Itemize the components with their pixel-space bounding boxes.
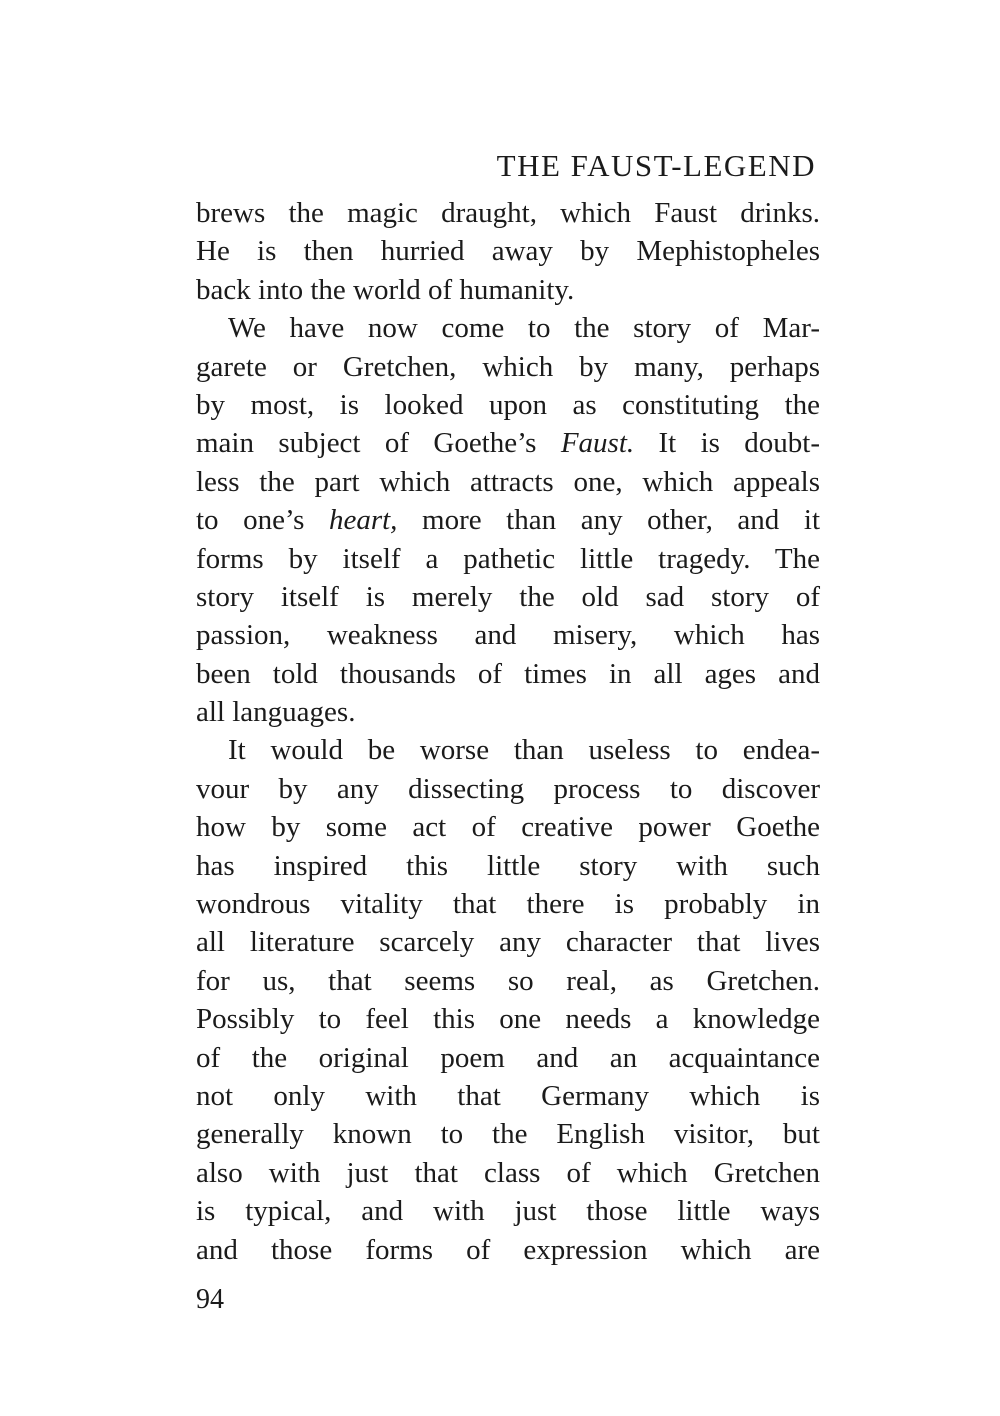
text-line: back into the world of humanity. xyxy=(196,273,575,306)
text-line: all languages. xyxy=(196,696,356,729)
text-line: and those forms of expression which are xyxy=(196,1233,820,1266)
text-line: wondrous vitality that there is probably in xyxy=(196,888,820,921)
text-line: garete or Gretchen, which by many, perhaps xyxy=(196,350,820,383)
text-line: all literature scarcely any character that lives xyxy=(196,926,820,959)
text-line: by most, is looked upon as constituting the xyxy=(196,388,820,421)
text-line: also with just that class of which Gretchen xyxy=(196,1156,820,1189)
text-run: It is doubt- xyxy=(634,427,820,460)
text-run: to one’s xyxy=(196,504,329,537)
text-line: Possibly to feel this one needs a knowledge xyxy=(196,1003,820,1036)
text-line: is typical, and with just those little ways xyxy=(196,1195,820,1228)
text-line xyxy=(196,424,820,462)
paragraph-first-line: It would be worse than useless to endea- xyxy=(228,734,820,767)
text-line: of the original poem and an acquaintance xyxy=(196,1041,820,1074)
text-run: more than any other, and it xyxy=(397,504,820,537)
text-line: been told thousands of times in all ages and xyxy=(196,657,820,690)
italic-title: Faust. xyxy=(560,427,635,460)
text-line: He is then hurried away by Mephistopheles xyxy=(196,235,820,268)
text-line: generally known to the English visitor, but xyxy=(196,1118,820,1151)
text-run: main subject of Goethe’s xyxy=(196,427,561,460)
body-text xyxy=(196,194,820,1269)
text-line: story itself is merely the old sad story of xyxy=(196,580,820,613)
text-line: brews the magic draught, which Faust drinks. xyxy=(196,197,820,229)
text-line: forms by itself a pathetic little tragedy. The xyxy=(196,542,820,575)
page-number: 94 xyxy=(196,1284,224,1315)
text-line: less the part which attracts one, which appeals xyxy=(196,465,820,498)
paragraph-first-line: We have now come to the story of Mar- xyxy=(228,312,820,345)
text-line: has inspired this little story with such xyxy=(196,849,820,882)
running-title: THE FAUST-LEGEND xyxy=(496,148,816,183)
text-line: how by some act of creative power Goethe xyxy=(196,811,820,844)
text-line: passion, weakness and misery, which has xyxy=(196,619,820,652)
text-line xyxy=(196,501,820,539)
text-line: not only with that Germany which is xyxy=(196,1079,820,1112)
italic-emphasis: heart, xyxy=(328,504,398,537)
text-line: vour by any dissecting process to discover xyxy=(196,772,820,805)
text-line: for us, that seems so real, as Gretchen. xyxy=(196,964,820,997)
